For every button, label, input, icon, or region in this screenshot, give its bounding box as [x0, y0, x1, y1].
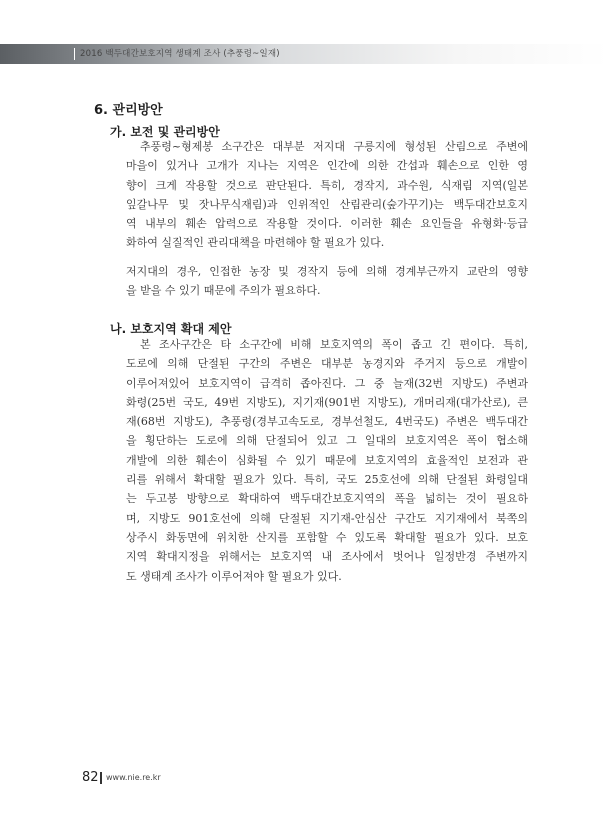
subsection-title-expansion: 나. 보호지역 확대 제안: [110, 322, 232, 336]
page-number: 82: [82, 770, 99, 785]
paragraph-conservation-2: [126, 262, 528, 301]
paragraph-conservation-1: [126, 137, 528, 253]
text-line: 화하여 실질적인 관리대책을 마련해야 할 필요가 있다.: [126, 236, 385, 250]
text-line: 화령(25번 국도, 49번 지방도), 지기재(901번 지방도), 개머리재(대가산로), 큰: [126, 395, 528, 409]
text-line: 저지대의 경우, 인접한 농장 및 경작지 등에 의해 경계부근까지 교란의 영향: [126, 265, 528, 278]
section-title: 6. 관리방안: [94, 103, 163, 118]
footer-separator: [100, 772, 102, 784]
text-line: 재(68번 지방도), 추풍령(경부고속도로, 경부선철도, 4번국도) 주변은 백두대간: [126, 415, 528, 429]
text-line: 며, 지방도 901호선에 의해 단절된 지기재-안심산 구간도 지기재에서 북쪽의: [126, 511, 528, 525]
text-line: 을 횡단하는 도로에 의해 단절되어 있고 그 일대의 보호지역은 폭이 협소해: [126, 434, 528, 448]
text-line: 마을이 있거나 고개가 지나는 지역은 인간에 의한 간섭과 훼손으로 인한 영: [126, 159, 528, 173]
text-line: 지역 확대지정을 위해서는 보호지역 내 조사에서 벗어나 일정반경 주변까지: [126, 550, 528, 564]
text-line: 도로에 의해 단절된 구간의 주변은 대부분 농경지와 주거지 등으로 개발이: [126, 357, 528, 371]
text-line: 상주시 화동면에 위치한 산지를 포함할 수 있도록 확대할 필요가 있다. 보호: [126, 530, 528, 544]
text-line: 추풍령~형제봉 소구간은 대부분 저지대 구릉지에 형성된 산림으로 주변에: [140, 140, 528, 153]
text-line: 을 받을 수 있기 때문에 주의가 필요하다.: [126, 284, 321, 298]
text-line: 본 조사구간은 타 소구간에 비해 보호지역의 폭이 좁고 긴 편이다. 특히,: [140, 338, 528, 351]
text-line: 역 내부의 훼손 압력으로 작용할 것이다. 이러한 훼손 요인들을 유형화·등급: [126, 217, 528, 231]
text-line: 도 생태계 조사가 이루어져야 할 필요가 있다.: [126, 569, 342, 583]
text-line: 향이 크게 작용할 것으로 판단된다. 특히, 경작지, 과수원, 식재림 지역(일본: [126, 178, 528, 192]
text-line: 는 두고봉 방향으로 확대하여 백두대간보호지역의 폭을 넓히는 것이 필요하: [126, 492, 528, 506]
text-line: 리를 위해서 확대할 필요가 있다. 특히, 국도 25호선에 의해 단절된 화령일대: [126, 473, 528, 487]
running-title: 2016 백두대간보호지역 생태계 조사 (추풍령~일재): [80, 49, 280, 59]
text-line: 잎갈나무 및 잣나무식재림)과 인위적인 산림관리(숲가꾸기)는 백두대간보호지: [126, 197, 528, 211]
footer-url[interactable]: www.nie.re.kr: [106, 773, 161, 782]
subsection-title-conservation: 가. 보전 및 관리방안: [110, 125, 220, 139]
header-divider: [74, 48, 75, 60]
text-line: 개발에 의한 훼손이 심화될 수 있기 때문에 보호지역의 효율적인 보전과 관: [126, 453, 528, 467]
paragraph-expansion: [126, 335, 528, 586]
text-line: 이루어져있어 보호지역이 급격히 좁아진다. 그 중 늘재(32번 지방도) 주변과: [126, 376, 528, 390]
